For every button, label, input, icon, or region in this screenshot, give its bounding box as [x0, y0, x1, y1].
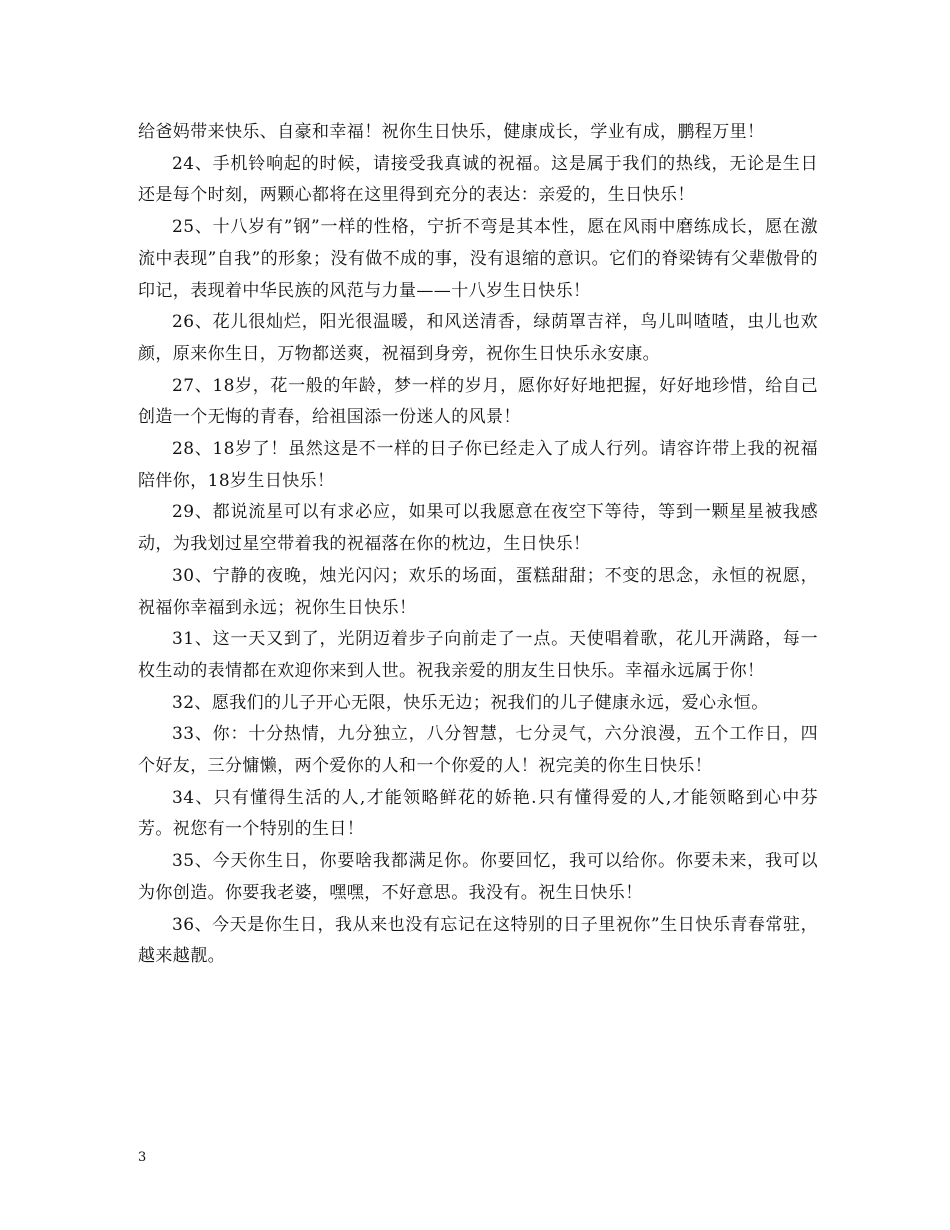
- page-number: 3: [138, 1150, 147, 1165]
- paragraph-24: 24、手机铃响起的时候，请接受我真诚的祝福。这是属于我们的热线，无论是生日还是每个时刻，两颗心都将在这里得到充分的表达：亲爱的，生日快乐！: [138, 153, 818, 206]
- paragraph-35: 35、今天你生日，你要啥我都满足你。你要回忆，我可以给你。你要未来，我可以为你创造。你要我老婆，嘿嘿，不好意思。我没有。祝生日快乐！: [138, 851, 818, 903]
- paragraph-30: 30、宁静的夜晚，烛光闪闪；欢乐的场面，蛋糕甜甜；不变的思念，永恒的祝愿，祝福你幸福到永远；祝你生日快乐！: [138, 565, 818, 618]
- paragraph-25: 25、十八岁有”钢”一样的性格，宁折不弯是其本性，愿在风雨中磨练成长，愿在激流中表现”自我”的形象；没有做不成的事，没有退缩的意识。它们的脊梁铸有父辈傲骨的印记，表现着中华民族的风范与力量——十八岁生日快乐！: [138, 217, 818, 301]
- paragraph-36: 36、今天是你生日，我从来也没有忘记在这特别的日子里祝你”生日快乐青春常驻，越来越靓。: [138, 914, 818, 967]
- paragraph-32: 32、愿我们的儿子开心无限，快乐无边；祝我们的儿子健康永远，爱心永恒。: [172, 692, 769, 713]
- paragraph-continued: 给爸妈带来快乐、自豪和幸福！祝你生日快乐，健康成长，学业有成，鹏程万里！: [138, 122, 765, 142]
- paragraph-34: 34、只有懂得生活的人,才能领略鲜花的娇艳.只有懂得爱的人,才能领略到心中芬芳。祝您有一个特别的生日！: [138, 787, 818, 840]
- paragraph-27: 27、18岁，花一般的年龄，梦一样的岁月，愿你好好地把握，好好地珍惜，给自己创造一个无悔的青春，给祖国添一份迷人的风景！: [138, 375, 818, 428]
- paragraph-28: 28、18岁了！虽然这是不一样的日子你已经走入了成人行列。请容许带上我的祝福陪伴你，18岁生日快乐！: [138, 439, 818, 491]
- paragraph-29: 29、都说流星可以有求必应，如果可以我愿意在夜空下等待，等到一颗星星被我感动，为我划过星空带着我的祝福落在你的枕边，生日快乐！: [138, 502, 818, 555]
- document-body: [138, 117, 818, 973]
- paragraph-33: 33、你：十分热情，九分独立，八分智慧，七分灵气，六分浪漫，五个工作日，四个好友，三分慵懒，两个爱你的人和一个你爱的人！祝完美的你生日快乐！: [138, 724, 818, 777]
- paragraph-26: 26、花儿很灿烂，阳光很温暖，和风送清香，绿荫罩吉祥，鸟儿叫喳喳，虫儿也欢颜，原来你生日，万物都送爽，祝福到身旁，祝你生日快乐永安康。: [138, 312, 818, 364]
- paragraph-31: 31、这一天又到了，光阴迈着步子向前走了一点。天使唱着歌，花儿开满路，每一枚生动的表情都在欢迎你来到人世。祝我亲爱的朋友生日快乐。幸福永远属于你！: [138, 629, 818, 681]
